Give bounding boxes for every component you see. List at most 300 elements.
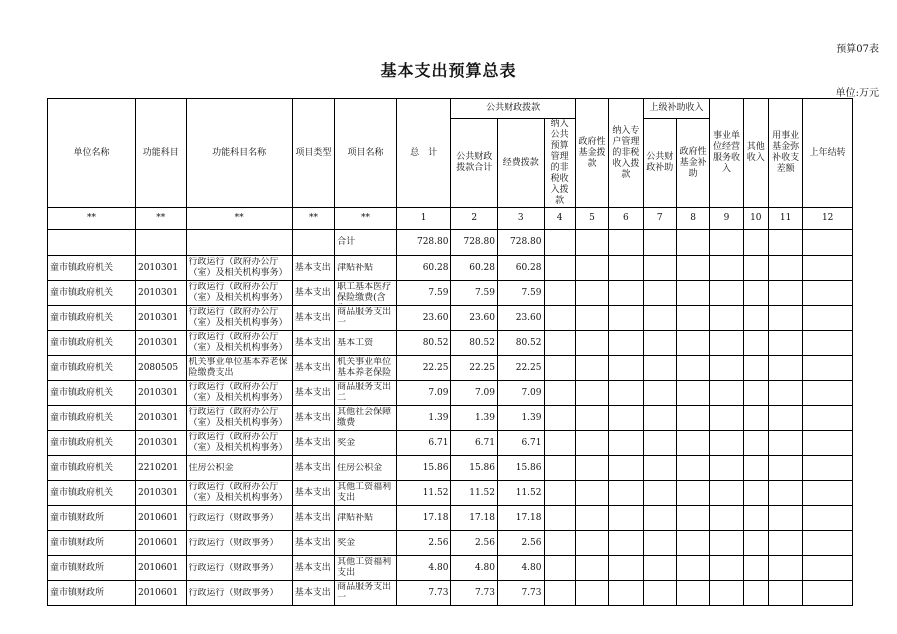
empty-cell: [575, 331, 608, 356]
project-name-cell: [335, 456, 397, 481]
code-cell: **: [135, 208, 186, 230]
operating-funds-cell: 6.71: [497, 431, 544, 456]
empty-cell: [710, 256, 743, 281]
empty-cell: [743, 406, 768, 431]
unit-name-cell: 童市镇政府机关: [48, 331, 136, 356]
empty-cell: [768, 531, 802, 556]
empty-cell: [609, 381, 643, 406]
total-cell: 6.71: [396, 431, 451, 456]
project-name-cell-text: 住房公积金: [337, 462, 383, 473]
empty-cell: [609, 481, 643, 506]
operating-funds-cell: 15.86: [497, 456, 544, 481]
empty-cell: [575, 581, 608, 606]
code-cell: 11: [768, 208, 802, 230]
empty-cell: [803, 331, 853, 356]
empty-cell: [643, 556, 676, 581]
empty-cell: [575, 506, 608, 531]
code-cell: 4: [544, 208, 575, 230]
func-name-cell-text: 行政运行（政府办公厅（室）及相关机构事务）: [188, 257, 288, 278]
empty-cell: [710, 431, 743, 456]
table-row: [48, 531, 853, 556]
empty-cell: [643, 381, 676, 406]
empty-cell: [803, 256, 853, 281]
empty-cell: [643, 406, 676, 431]
func-code-cell: 2080505: [135, 356, 186, 381]
operating-funds-cell: 4.80: [497, 556, 544, 581]
func-code-cell: 2010301: [135, 381, 186, 406]
empty-cell: [803, 381, 853, 406]
empty-cell: [743, 331, 768, 356]
operating-funds-cell: 17.18: [497, 506, 544, 531]
empty-cell: [544, 456, 575, 481]
empty-cell: [710, 456, 743, 481]
empty-cell: [803, 456, 853, 481]
col-gov-fund: 政府性基金拨款: [575, 99, 608, 208]
func-name-cell: [186, 456, 292, 481]
project-type-cell: 基本支出: [292, 356, 334, 381]
func-code-cell: 2010601: [135, 506, 186, 531]
empty-cell: [710, 306, 743, 331]
empty-cell: [643, 356, 676, 381]
code-cell: **: [186, 208, 292, 230]
public-finance-total-cell: 4.80: [451, 556, 498, 581]
empty-cell: [676, 306, 709, 331]
col-func-code: 功能科目: [135, 99, 186, 208]
empty-cell: [743, 431, 768, 456]
empty-cell: [768, 306, 802, 331]
project-name-cell-text: 奖金: [337, 537, 356, 548]
public-finance-total-cell: 6.71: [451, 431, 498, 456]
project-name-cell: [335, 406, 397, 431]
empty-cell: [676, 356, 709, 381]
empty-cell: [676, 581, 709, 606]
empty-cell: [544, 256, 575, 281]
unit-name-cell: 童市镇政府机关: [48, 431, 136, 456]
project-type-cell: 基本支出: [292, 281, 334, 306]
project-name-cell: [335, 256, 397, 281]
empty-cell: [710, 481, 743, 506]
operating-funds-cell: 11.52: [497, 481, 544, 506]
unit-name-cell: 童市镇政府机关: [48, 481, 136, 506]
code-cell: **: [292, 208, 334, 230]
operating-funds-cell: 60.28: [497, 256, 544, 281]
empty-cell: [743, 306, 768, 331]
project-name-cell: [335, 331, 397, 356]
data-rows: [48, 256, 853, 606]
code-cell: 9: [710, 208, 743, 230]
func-name-cell-text: 行政运行（政府办公厅（室）及相关机构事务）: [188, 482, 288, 503]
empty-cell: [575, 381, 608, 406]
public-finance-total-cell: 22.25: [451, 356, 498, 381]
public-finance-total-cell: 17.18: [451, 506, 498, 531]
empty-cell: [676, 556, 709, 581]
public-finance-total-cell: 15.86: [451, 456, 498, 481]
code-cell: 10: [743, 208, 768, 230]
code-cell: **: [335, 208, 397, 230]
public-finance-total-cell: 23.60: [451, 306, 498, 331]
public-finance-total-cell: 60.28: [451, 256, 498, 281]
func-name-cell-text: 机关事业单位基本养老保险缴费支出: [188, 357, 288, 378]
project-type-cell: 基本支出: [292, 506, 334, 531]
total-cell: 4.80: [396, 556, 451, 581]
project-name-cell-text: 其他社会保障缴费: [337, 407, 392, 428]
empty-cell: [643, 281, 676, 306]
empty-cell: [768, 506, 802, 531]
empty-cell: [609, 306, 643, 331]
total-row: [48, 230, 853, 256]
empty-cell: [768, 281, 802, 306]
empty-cell: [676, 281, 709, 306]
empty-cell: [803, 431, 853, 456]
func-code-cell: 2010301: [135, 331, 186, 356]
func-name-cell: [186, 481, 292, 506]
unit-name-cell: 童市镇政府机关: [48, 256, 136, 281]
project-name-cell: [335, 306, 397, 331]
empty-cell: [743, 356, 768, 381]
project-type-cell: 基本支出: [292, 581, 334, 606]
project-name-cell-text: 商品服务支出一: [337, 582, 392, 603]
empty-cell: [803, 306, 853, 331]
col-unit-name: 单位名称: [48, 99, 136, 208]
empty-cell: [768, 581, 802, 606]
project-name-cell-text: 职工基本医疗保险缴费(含: [337, 282, 392, 303]
empty-cell: [643, 481, 676, 506]
total-cell: 7.59: [396, 281, 451, 306]
operating-funds-cell: 23.60: [497, 306, 544, 331]
empty-cell: [575, 456, 608, 481]
empty-cell: [743, 531, 768, 556]
empty-cell: [676, 506, 709, 531]
public-finance-total-cell: 7.09: [451, 381, 498, 406]
form-id: 预算07表: [836, 44, 879, 55]
func-code-cell: 2010601: [135, 531, 186, 556]
code-cell: 2: [451, 208, 498, 230]
table-row: [48, 306, 853, 331]
empty-cell: [609, 281, 643, 306]
func-name-cell: [186, 281, 292, 306]
func-name-cell-text: 行政运行（政府办公厅（室）及相关机构事务）: [188, 432, 288, 453]
table-row: [48, 381, 853, 406]
empty-cell: [676, 331, 709, 356]
empty-cell: [710, 381, 743, 406]
empty-cell: [609, 531, 643, 556]
empty-cell: [609, 556, 643, 581]
empty-cell: [676, 481, 709, 506]
table-row: [48, 281, 853, 306]
total-cell: 23.60: [396, 306, 451, 331]
code-cell: 6: [609, 208, 643, 230]
empty-cell: [544, 381, 575, 406]
func-name-cell: [186, 556, 292, 581]
empty-cell: [544, 306, 575, 331]
empty-cell: [575, 531, 608, 556]
project-name-cell-text: 机关事业单位基本养老保险: [337, 357, 392, 378]
empty-cell: [643, 581, 676, 606]
empty-cell: [743, 381, 768, 406]
project-type-cell: 基本支出: [292, 481, 334, 506]
total-cell: 7.73: [396, 581, 451, 606]
table-row: [48, 481, 853, 506]
empty-cell: [743, 456, 768, 481]
table-row: [48, 331, 853, 356]
budget-table: [47, 98, 853, 606]
empty-cell: [803, 281, 853, 306]
empty-cell: [768, 256, 802, 281]
unit-name-cell: 童市镇政府机关: [48, 381, 136, 406]
empty-cell: [544, 356, 575, 381]
empty-cell: [743, 506, 768, 531]
empty-cell: [768, 431, 802, 456]
public-finance-total-cell: 80.52: [451, 331, 498, 356]
project-name-cell: [335, 281, 397, 306]
empty-cell: [803, 506, 853, 531]
func-name-cell-text: 行政运行（政府办公厅（室）及相关机构事务）: [188, 282, 288, 303]
project-type-cell: 基本支出: [292, 331, 334, 356]
empty-cell: [643, 531, 676, 556]
project-type-cell: 基本支出: [292, 556, 334, 581]
empty-cell: [803, 531, 853, 556]
total-operating-funds: 728.80: [497, 230, 544, 256]
total-cell: 11.52: [396, 481, 451, 506]
unit-name-cell: 童市镇政府机关: [48, 406, 136, 431]
func-code-cell: 2010301: [135, 256, 186, 281]
col-special-non-tax: 纳入专户管理的非税收入拨款: [609, 99, 643, 208]
project-type-cell: 基本支出: [292, 406, 334, 431]
total-cell: 22.25: [396, 356, 451, 381]
empty-cell: [803, 556, 853, 581]
col-public-subsidy: 公共财政补助: [643, 119, 676, 208]
empty-cell: [768, 456, 802, 481]
empty-cell: [544, 431, 575, 456]
project-type-cell: 基本支出: [292, 456, 334, 481]
project-name-cell-text: 津贴补贴: [337, 512, 374, 523]
func-name-cell-text: 行政运行（财政事务）: [188, 587, 279, 598]
empty-cell: [609, 331, 643, 356]
project-name-cell-text: 津贴补贴: [337, 262, 374, 273]
empty-cell: [710, 406, 743, 431]
table-row: [48, 406, 853, 431]
project-name-cell-text: 基本工资: [337, 337, 374, 348]
empty-cell: [643, 256, 676, 281]
total-cell: 80.52: [396, 331, 451, 356]
func-name-cell-text: 行政运行（财政事务）: [188, 512, 279, 523]
public-finance-total-cell: 7.73: [451, 581, 498, 606]
unit-name-cell: 童市镇财政所: [48, 531, 136, 556]
empty-cell: [643, 331, 676, 356]
empty-cell: [676, 456, 709, 481]
operating-funds-cell: 7.59: [497, 281, 544, 306]
table-row: [48, 431, 853, 456]
empty-cell: [609, 406, 643, 431]
col-gov-fund-subsidy: 政府性基金补助: [676, 119, 709, 208]
total-cell: 1.39: [396, 406, 451, 431]
empty-cell: [575, 281, 608, 306]
project-name-cell: [335, 381, 397, 406]
empty-cell: [643, 506, 676, 531]
func-code-cell: 2010301: [135, 306, 186, 331]
func-name-cell-text: 行政运行（政府办公厅（室）及相关机构事务）: [188, 307, 288, 328]
col-non-tax-income: 纳入公共预算管理的非税收入拨款: [544, 119, 575, 208]
empty-cell: [575, 256, 608, 281]
project-name-cell-text: 商品服务支出二: [337, 382, 392, 403]
total-label: 合计: [335, 230, 397, 256]
empty-cell: [544, 481, 575, 506]
empty-cell: [609, 431, 643, 456]
func-name-cell: [186, 406, 292, 431]
func-name-cell: [186, 356, 292, 381]
total-cell: 17.18: [396, 506, 451, 531]
project-name-cell: [335, 581, 397, 606]
project-name-cell-text: 其他工资福利支出: [337, 557, 392, 578]
empty-cell: [710, 531, 743, 556]
empty-cell: [575, 556, 608, 581]
public-finance-total-cell: 11.52: [451, 481, 498, 506]
func-code-cell: 2210201: [135, 456, 186, 481]
code-cell: 1: [396, 208, 451, 230]
empty-cell: [609, 356, 643, 381]
project-name-cell: [335, 356, 397, 381]
func-name-cell-text: 行政运行（财政事务）: [188, 537, 279, 548]
func-name-cell: [186, 306, 292, 331]
col-other-income: 其他收入: [743, 99, 768, 208]
func-name-cell-text: 行政运行（政府办公厅（室）及相关机构事务）: [188, 382, 288, 403]
empty-cell: [643, 306, 676, 331]
col-func-name: 功能科目名称: [186, 99, 292, 208]
empty-cell: [710, 356, 743, 381]
func-name-cell: [186, 506, 292, 531]
total-cell: 60.28: [396, 256, 451, 281]
col-reserve-fund: 用事业基金弥补收支差额: [768, 99, 802, 208]
empty-cell: [575, 431, 608, 456]
empty-cell: [544, 281, 575, 306]
table-row: [48, 506, 853, 531]
project-type-cell: 基本支出: [292, 531, 334, 556]
empty-cell: [768, 356, 802, 381]
table-row: [48, 556, 853, 581]
total-amount: 728.80: [396, 230, 451, 256]
project-name-cell: [335, 431, 397, 456]
empty-cell: [544, 556, 575, 581]
func-name-cell: [186, 381, 292, 406]
empty-cell: [768, 481, 802, 506]
col-total: 总 计: [396, 99, 451, 208]
unit-name-cell: 童市镇财政所: [48, 506, 136, 531]
operating-funds-cell: 1.39: [497, 406, 544, 431]
col-group-superior-subsidy: 上级补助收入: [643, 99, 710, 119]
project-name-cell-text: 商品服务支出一: [337, 307, 392, 328]
empty-cell: [768, 556, 802, 581]
code-cell: 5: [575, 208, 608, 230]
code-row: [48, 208, 853, 230]
empty-cell: [544, 581, 575, 606]
unit-name-cell: 童市镇财政所: [48, 556, 136, 581]
empty-cell: [544, 506, 575, 531]
project-type-cell: 基本支出: [292, 431, 334, 456]
empty-cell: [544, 406, 575, 431]
empty-cell: [544, 531, 575, 556]
func-name-cell: [186, 581, 292, 606]
operating-funds-cell: 80.52: [497, 331, 544, 356]
unit-name-cell: 童市镇政府机关: [48, 456, 136, 481]
func-code-cell: 2010301: [135, 406, 186, 431]
func-name-cell-text: 行政运行（政府办公厅（室）及相关机构事务）: [188, 407, 288, 428]
operating-funds-cell: 2.56: [497, 531, 544, 556]
func-name-cell: [186, 256, 292, 281]
project-name-cell: [335, 506, 397, 531]
operating-funds-cell: 7.09: [497, 381, 544, 406]
project-type-cell: 基本支出: [292, 256, 334, 281]
func-name-cell: [186, 431, 292, 456]
total-cell: 15.86: [396, 456, 451, 481]
empty-cell: [676, 431, 709, 456]
empty-cell: [743, 481, 768, 506]
col-project-type: 项目类型: [292, 99, 334, 208]
project-type-cell: 基本支出: [292, 306, 334, 331]
total-public-finance: 728.80: [451, 230, 498, 256]
empty-cell: [710, 581, 743, 606]
empty-cell: [609, 256, 643, 281]
empty-cell: [676, 381, 709, 406]
empty-cell: [609, 456, 643, 481]
total-cell: 7.09: [396, 381, 451, 406]
col-business-income: 事业单位经营服务收入: [710, 99, 743, 208]
project-type-cell: 基本支出: [292, 381, 334, 406]
total-cell: 2.56: [396, 531, 451, 556]
func-name-cell: [186, 331, 292, 356]
col-carryover: 上年结转: [803, 99, 853, 208]
func-name-cell-text: 行政运行（政府办公厅（室）及相关机构事务）: [188, 332, 288, 353]
empty-cell: [676, 256, 709, 281]
empty-cell: [609, 506, 643, 531]
unit-name-cell: 童市镇政府机关: [48, 281, 136, 306]
public-finance-total-cell: 1.39: [451, 406, 498, 431]
func-code-cell: 2010601: [135, 556, 186, 581]
empty-cell: [803, 481, 853, 506]
col-project-name: 项目名称: [335, 99, 397, 208]
table-row: [48, 256, 853, 281]
public-finance-total-cell: 2.56: [451, 531, 498, 556]
empty-cell: [676, 406, 709, 431]
empty-cell: [676, 531, 709, 556]
empty-cell: [743, 581, 768, 606]
empty-cell: [643, 431, 676, 456]
code-cell: **: [48, 208, 136, 230]
empty-cell: [803, 406, 853, 431]
project-name-cell-text: 奖金: [337, 437, 356, 448]
project-name-cell: [335, 531, 397, 556]
empty-cell: [710, 331, 743, 356]
func-name-cell-text: 行政运行（财政事务）: [188, 562, 279, 573]
empty-cell: [710, 556, 743, 581]
empty-cell: [710, 506, 743, 531]
col-group-public-finance: 公共财政拨款: [451, 99, 575, 119]
empty-cell: [743, 556, 768, 581]
empty-cell: [803, 356, 853, 381]
unit-label: 单位:万元: [835, 88, 879, 99]
func-name-cell: [186, 531, 292, 556]
project-name-cell: [335, 556, 397, 581]
empty-cell: [768, 331, 802, 356]
col-public-finance-total: 公共财政拨款合计: [451, 119, 498, 208]
empty-cell: [575, 306, 608, 331]
func-code-cell: 2010301: [135, 281, 186, 306]
col-operating-funds: 经费拨款: [497, 119, 544, 208]
unit-name-cell: 童市镇财政所: [48, 581, 136, 606]
unit-name-cell: 童市镇政府机关: [48, 306, 136, 331]
unit-name-cell: 童市镇政府机关: [48, 356, 136, 381]
operating-funds-cell: 7.73: [497, 581, 544, 606]
func-code-cell: 2010301: [135, 481, 186, 506]
